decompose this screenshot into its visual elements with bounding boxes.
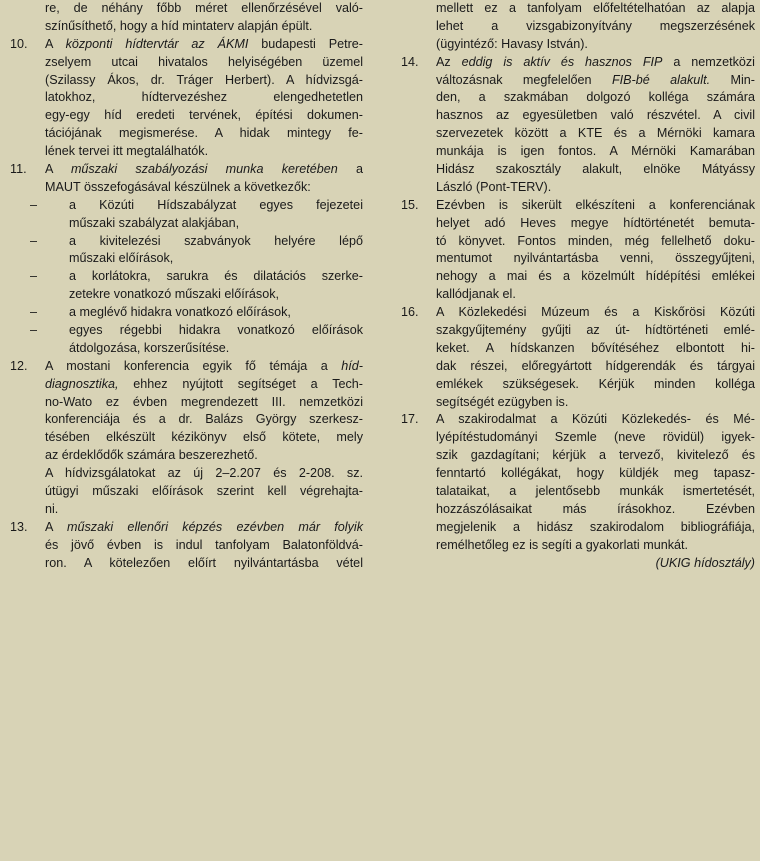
line-text: hozzászólásaikat más írásokhoz. Ezévben — [436, 501, 755, 516]
line-text: a kivitelezési szabványok helyére lépő — [69, 233, 363, 248]
line-text: emlékek szükségesek. Kérjük minden kolléga — [436, 376, 755, 391]
left-column — [10, 0, 363, 573]
item-number: 16. — [401, 305, 419, 320]
text-line — [10, 54, 363, 72]
line-text: fenntartó kollégákat, hogy küldjék meg tapasz- — [436, 466, 755, 481]
text-line — [401, 304, 755, 322]
line-text: A műszaki ellenőri képzés ezévben már folyik — [45, 519, 363, 534]
text-line — [401, 0, 755, 18]
item-number: 17. — [401, 412, 419, 427]
text-line — [401, 89, 755, 107]
text-line — [10, 72, 363, 90]
line-text: műszaki szabályzat alakjában, — [69, 215, 240, 230]
line-text: (UKIG hídosztály) — [655, 555, 755, 570]
text-line — [401, 465, 755, 483]
line-text: nehogy a mai és a közelmúlt hídépítési emlékei — [436, 269, 755, 284]
bullet-dash: – — [30, 233, 38, 248]
line-text: szik gazdagítani; kérjük a tervező, kivitelező és — [436, 448, 755, 463]
line-text: Az eddig is aktív és hasznos FIP a nemzetközi — [436, 54, 755, 69]
text-line — [401, 18, 755, 36]
line-text: zetekre vonatkozó műszaki előírások, — [69, 287, 279, 302]
line-text: ron. A kötelezően előírt nyilvántartásba vétel — [45, 555, 363, 570]
text-line — [10, 394, 363, 412]
bullet-dash: – — [30, 323, 38, 338]
text-line — [10, 89, 363, 107]
bullet-dash: – — [30, 197, 38, 212]
text-line — [10, 340, 363, 358]
text-line — [401, 215, 755, 233]
text-line — [10, 161, 363, 179]
line-text: helyet adó Heves megye hídtörténetét bemuta- — [436, 215, 755, 230]
line-text: (Szilassy Ákos, dr. Tráger Herbert). A hídvizsgá- — [45, 72, 363, 87]
line-text: egyes régebbi hidakra vonatkozó előírások — [69, 323, 363, 338]
text-line — [10, 376, 363, 394]
text-line — [401, 322, 755, 340]
text-line — [10, 125, 363, 143]
line-text: kallódjanak el. — [436, 287, 516, 302]
text-line — [401, 537, 755, 555]
line-text: re, de néhány főbb méret ellenőrzésével való- — [45, 1, 363, 15]
line-text: A mostani konferencia egyik fő témája a híd- — [45, 358, 363, 373]
line-text: hasznos az egyesületben való részvétel. A civil — [436, 108, 755, 123]
item-number: 12. — [10, 358, 28, 373]
line-text: (ügyintéző: Havasy István). — [436, 36, 588, 51]
text-line — [10, 250, 363, 268]
line-text: no-Wato ez évben megrendezett III. nemzetközi — [45, 394, 363, 409]
line-text: mellett ez a tanfolyam előfeltételhatóan az alapja — [436, 1, 755, 15]
text-line — [401, 340, 755, 358]
line-text: A Közlekedési Múzeum és a Kiskőrösi Közúti — [436, 305, 755, 320]
text-line — [401, 286, 755, 304]
text-line — [401, 197, 755, 215]
item-number: 10. — [10, 36, 28, 51]
line-text: A központi hídtervtár az ÁKMI budapesti Petre- — [45, 36, 363, 51]
line-text: ni. — [45, 501, 59, 516]
text-line — [10, 411, 363, 429]
text-line — [401, 555, 755, 573]
line-text: MAUT összefogásával készülnek a következők: — [45, 179, 311, 194]
line-text: a meglévő hidakra vonatkozó előírások, — [69, 305, 291, 320]
line-text: A szakirodalmat a Közúti Közlekedés- és Mé- — [436, 412, 755, 427]
line-text: Ezévben is sikerült elkészíteni a konferenciának — [436, 197, 755, 212]
line-text: szervezetek között a KTE és a Mérnöki kamara — [436, 126, 755, 141]
line-text: A műszaki szabályozási munka keretében a — [45, 162, 363, 177]
line-text: a korlátokra, sarukra és dilatációs szerke- — [69, 269, 363, 284]
text-line — [401, 143, 755, 161]
text-line — [10, 107, 363, 125]
text-line — [401, 233, 755, 251]
line-text: egy-egy híd eredeti tervének, építési dokumen- — [45, 108, 363, 123]
item-number: 13. — [10, 519, 28, 534]
text-line — [10, 483, 363, 501]
line-text: megjelenik a hidász szakirodalom bibliográfiája, — [436, 519, 755, 534]
text-line — [401, 125, 755, 143]
text-line — [10, 501, 363, 519]
line-text: lehet a vizsgabizonyítvány megszerzésének — [436, 18, 755, 33]
line-text: lének tervei itt megtalálhatók. — [45, 144, 209, 159]
line-text: A hídvizsgálatokat az új 2–2.207 és 2-208. sz. — [45, 466, 363, 481]
text-line — [401, 519, 755, 537]
text-line — [401, 358, 755, 376]
line-text: lyépítéstudományi Szemle (neve rövidül) igyek- — [436, 430, 755, 445]
line-text: útügyi műszaki előírások szerint kell végrehajta- — [45, 484, 363, 499]
text-line — [10, 18, 363, 36]
item-number: 11. — [10, 162, 27, 177]
text-line — [401, 429, 755, 447]
text-line — [10, 519, 363, 537]
text-line — [401, 161, 755, 179]
text-line — [401, 501, 755, 519]
text-line — [10, 215, 363, 233]
text-line — [10, 447, 363, 465]
text-line — [10, 322, 363, 340]
line-text: konferenciája és a dr. Balázs György szerkesz- — [45, 412, 363, 427]
line-text: mentumot nyilvántartásba venni, összegyűjteni, — [436, 251, 755, 266]
text-line — [401, 483, 755, 501]
line-text: az érdeklődők számára beszerezhető. — [45, 448, 258, 463]
line-text: den, a szakmában dolgozó kolléga számára — [436, 90, 755, 105]
text-line — [10, 358, 363, 376]
text-line — [10, 233, 363, 251]
line-text: segítségét ezügyben is. — [436, 394, 569, 409]
text-line — [10, 179, 363, 197]
line-text: tésében elkészült kézikönyv első kötete, mely — [45, 430, 363, 445]
text-line — [401, 179, 755, 197]
text-line — [401, 411, 755, 429]
line-text: László (Pont-TERV). — [436, 179, 552, 194]
text-line — [10, 555, 363, 573]
text-line — [401, 54, 755, 72]
text-line — [401, 36, 755, 54]
line-text: dak részei, előregyártott hídgerendák és tárgyai — [436, 358, 755, 373]
line-text: tációjának megismerése. A hidak mintegy fe- — [45, 126, 363, 141]
text-line — [10, 429, 363, 447]
line-text: változásnak megfelelően FIB-bé alakult. Min- — [436, 72, 755, 87]
text-line — [401, 107, 755, 125]
text-line — [10, 36, 363, 54]
item-number: 15. — [401, 197, 419, 212]
text-line — [10, 286, 363, 304]
line-text: szakgyűjtemény gyűjti az út- hídtörténeti emlé- — [436, 323, 755, 338]
text-line — [401, 250, 755, 268]
text-line — [401, 376, 755, 394]
bullet-dash: – — [30, 269, 38, 284]
text-line — [10, 143, 363, 161]
line-text: talataikat, a jelentősebb munkák ismertetését, — [436, 484, 755, 499]
bullet-dash: – — [30, 305, 38, 320]
text-line — [10, 537, 363, 555]
text-line — [10, 197, 363, 215]
line-text: remélhetőleg ez is segíti a gyakorlati munkát. — [436, 537, 688, 552]
text-line — [10, 0, 363, 18]
right-column — [401, 0, 755, 573]
text-line — [10, 268, 363, 286]
line-text: tó könyvet. Fontos minden, még fellelhető doku- — [436, 233, 755, 248]
item-number: 14. — [401, 54, 419, 69]
line-text: diagnosztika, ehhez nyújtott segítséget a Tech- — [45, 376, 363, 391]
line-text: a Közúti Hídszabályzat egyes fejezetei — [69, 197, 363, 212]
line-text: keket. A hídskanzen bővítéséhez elbontott hi- — [436, 340, 755, 355]
line-text: színűsíthető, hogy a híd mintaterv alapján épült. — [45, 18, 313, 33]
text-line — [401, 394, 755, 412]
line-text: Hidász szakosztály alakult, elnöke Mátyássy — [436, 162, 755, 177]
text-line — [10, 465, 363, 483]
line-text: munkája is igen fontos. A Mérnöki Kamarában — [436, 144, 755, 159]
line-text: zselyem utcai hivatalos helyiségében üzemel — [45, 54, 363, 69]
text-line — [10, 304, 363, 322]
text-line — [401, 72, 755, 90]
text-line — [401, 268, 755, 286]
line-text: és jövő évben is indul tanfolyam Balatonföldvá- — [45, 537, 363, 552]
line-text: átdolgozása, korszerűsítése. — [69, 340, 230, 355]
line-text: műszaki előírások, — [69, 251, 174, 266]
line-text: latokhoz, hídtervezéshez elengedhetetlen — [45, 90, 363, 105]
text-line — [401, 447, 755, 465]
